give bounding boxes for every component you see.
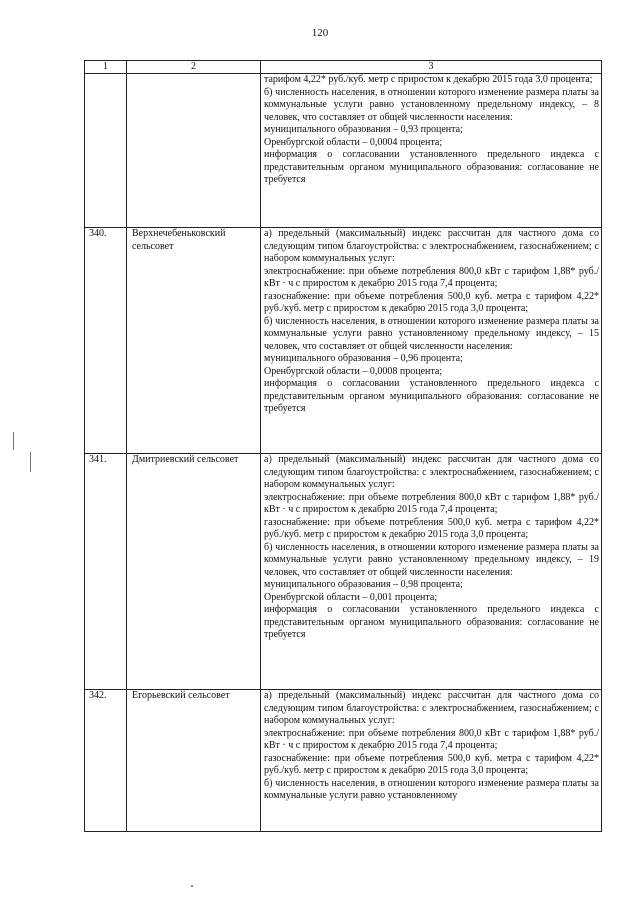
paragraph: муниципального образования – 0,96 процента; — [264, 353, 463, 364]
paragraph: электроснабжение: при объеме потребления 800,0 кВт с тарифом 1,88* руб./кВт · ч с приростом к декабрю 2015 года 7,4 процента; — [264, 727, 599, 751]
row-number: 342. — [85, 690, 127, 832]
table-row-continuation — [85, 74, 602, 228]
municipality-cell — [127, 74, 261, 228]
column-header-3: 3 — [261, 61, 602, 74]
paragraph: а) предельный (максимальный) индекс рассчитан для частного дома со следующим типом благоустройства: с электроснабжением, газоснабжением; с набором коммунальных услуг: — [264, 228, 599, 264]
paragraph: б) численность населения, в отношении которого изменение размера платы за коммунальные услуги равно установленному предельному индексу, – 8 человек, что составляет от общей численности населения: — [264, 86, 599, 123]
table-row — [85, 454, 602, 690]
paragraph: газоснабжение: при объеме потребления 500,0 куб. метра с тарифом 4,22* руб./куб. метр с приростом к декабрю 2015 года 3,0 процента; — [264, 516, 599, 540]
row-number: 340. — [85, 228, 127, 454]
paragraph: Оренбургской области – 0,0008 процента; — [264, 365, 443, 377]
municipality-name: Дмитриевский сельсовет — [127, 454, 261, 690]
paragraph: муниципального образования – 0,93 процента; — [264, 124, 463, 135]
table-row — [85, 228, 602, 454]
paragraph: газоснабжение: при объеме потребления 500,0 куб. метра с тарифом 4,22* руб./куб. метр с приростом к декабрю 2015 года 3,0 процента; — [264, 290, 599, 314]
paragraph: а) предельный (максимальный) индекс рассчитан для частного дома со следующим типом благоустройства: с электроснабжением, газоснабжением; с набором коммунальных услуг: — [264, 454, 599, 490]
scan-margin-mark — [13, 432, 14, 450]
column-header-2: 2 — [127, 61, 261, 74]
paragraph: а) предельный (максимальный) индекс рассчитан для частного дома со следующим типом благоустройства: с электроснабжением, газоснабжением; с набором коммунальных услуг: — [264, 690, 599, 726]
paragraph: б) численность населения, в отношении которого изменение размера платы за коммунальные услуги равно установленному — [264, 777, 599, 801]
description-cell — [261, 690, 602, 832]
municipality-name: Верхнечебеньковский сельсовет — [127, 228, 261, 454]
municipality-name: Егорьевский сельсовет — [127, 690, 261, 832]
paragraph: электроснабжение: при объеме потребления 800,0 кВт с тарифом 1,88* руб./кВт · ч с приростом к декабрю 2015 года 7,4 процента; — [264, 265, 599, 289]
row-number: 341. — [85, 454, 127, 690]
paragraph: информация о согласовании установленного предельного индекса с представительным органом муниципального образования: согласование не требуется — [264, 378, 599, 414]
paragraph: тарифом 4,22* руб./куб. метр с приростом к декабрю 2015 года 3,0 процента; — [264, 74, 593, 85]
description-cell — [261, 74, 602, 228]
paragraph: б) численность населения, в отношении которого изменение размера платы за коммунальные услуги равно установленному предельному индексу, – 15 человек, что составляет от общей численности населения: — [264, 315, 599, 352]
row-number-cell — [85, 74, 127, 228]
scan-speck — [191, 885, 193, 887]
description-cell — [261, 454, 602, 690]
paragraph: Оренбургской области – 0,001 процента; — [264, 591, 438, 603]
paragraph: электроснабжение: при объеме потребления 800,0 кВт с тарифом 1,88* руб./кВт · ч с приростом к декабрю 2015 года 7,4 процента; — [264, 491, 599, 515]
paragraph: Оренбургской области – 0,0004 процента; — [264, 136, 443, 148]
paragraph: газоснабжение: при объеме потребления 500,0 куб. метра с тарифом 4,22* руб./куб. метр с приростом к декабрю 2015 года 3,0 процента; — [264, 752, 599, 776]
page-number: 120 — [311, 27, 329, 39]
paragraph: информация о согласовании установленного предельного индекса с представительным органом муниципального образования: согласование не требуется — [264, 149, 599, 185]
scan-margin-mark — [30, 452, 31, 472]
paragraph: информация о согласовании установленного предельного индекса с представительным органом муниципального образования: согласование не требуется — [264, 604, 599, 640]
description-cell — [261, 228, 602, 454]
paragraph: б) численность населения, в отношении которого изменение размера платы за коммунальные услуги равно установленному предельному индексу, – 19 человек, что составляет от общей численности населения: — [264, 541, 599, 578]
tariff-index-table — [84, 60, 602, 832]
table-row — [85, 690, 602, 832]
header-row — [85, 61, 602, 74]
column-header-1: 1 — [85, 61, 127, 74]
paragraph: муниципального образования – 0,98 процента; — [264, 579, 463, 590]
